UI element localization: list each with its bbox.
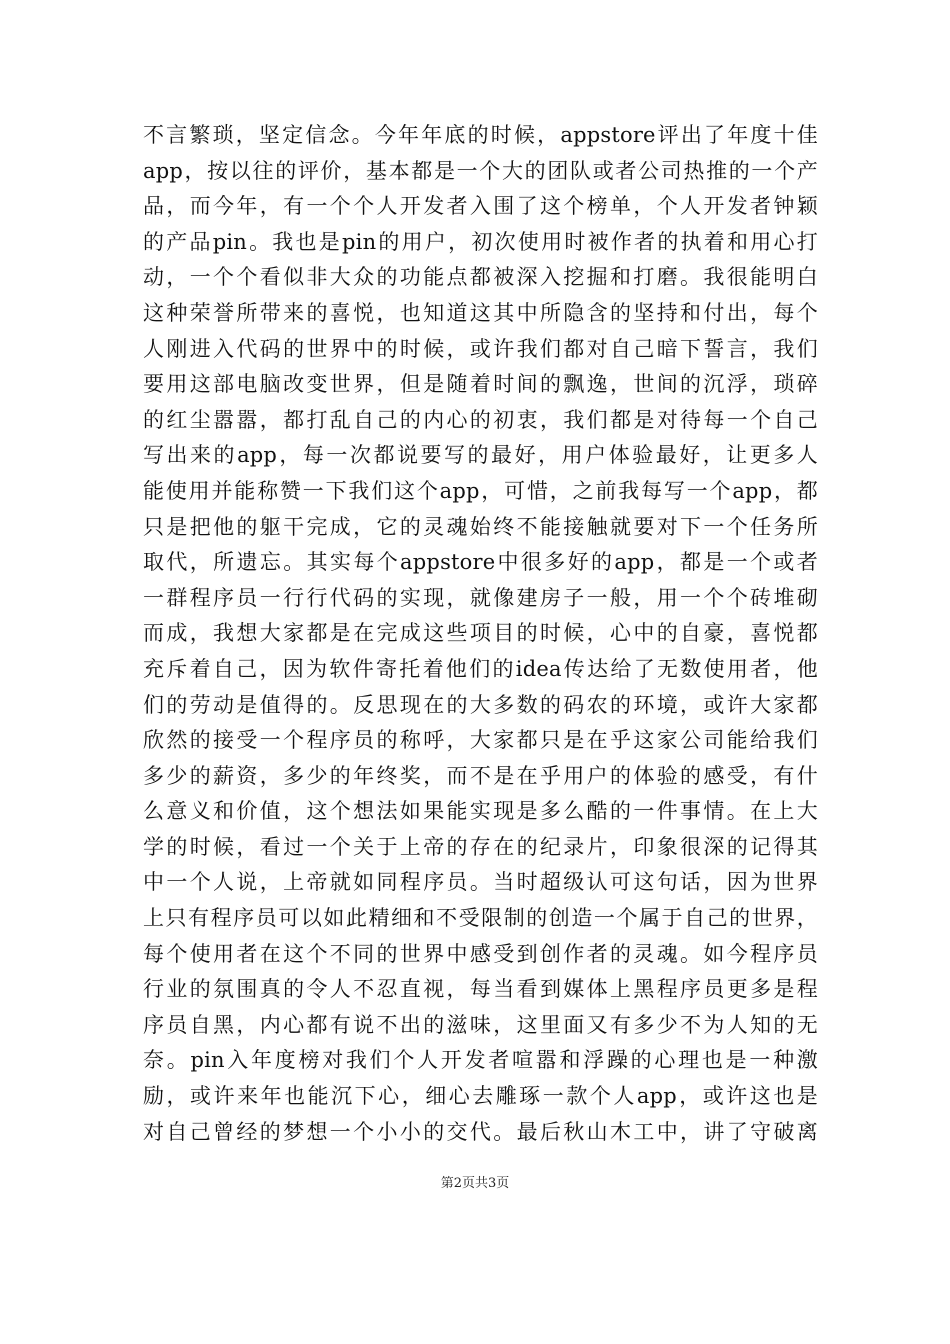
page-footer — [0, 1175, 950, 1193]
text-line: 动，一个个看似非大众的功能点都被深入挖掘和打磨。我很能明白 — [143, 265, 818, 290]
text-line: 充斥着自己，因为软件寄托着他们的idea传达给了无数使用者，他 — [143, 656, 818, 681]
text-line: app，按以往的评价，基本都是一个大的团队或者公司热推的一个产 — [143, 158, 818, 183]
text-line: 这种荣誉所带来的喜悦，也知道这其中所隐含的坚持和付出，每个 — [143, 300, 818, 325]
text-line: 人刚进入代码的世界中的时候，或许我们都对自己暗下誓言，我们 — [143, 336, 818, 361]
page-number-label: 第2页共3页 — [440, 1176, 510, 1191]
text-line: 励，或许来年也能沉下心，细心去雕琢一款个人app，或许这也是 — [143, 1084, 818, 1109]
text-line: 们的劳动是值得的。反思现在的大多数的码农的环境，或许大家都 — [143, 692, 818, 717]
text-line: 每个使用者在这个不同的世界中感受到创作者的灵魂。如今程序员 — [143, 941, 818, 966]
text-line: 只是把他的躯干完成，它的灵魂始终不能接触就要对下一个任务所 — [143, 514, 818, 539]
text-line: 不言繁琐，坚定信念。今年年底的时候，appstore评出了年度十佳 — [143, 123, 818, 147]
text-line: 序员自黑，内心都有说不出的滋味，这里面又有多少不为人知的无 — [143, 1012, 818, 1037]
text-line: 能使用并能称赞一下我们这个app，可惜，之前我每写一个app，都 — [143, 478, 818, 503]
text-line: 的红尘嚣嚣，都打乱自己的内心的初衷，我们都是对待每一个自己 — [143, 407, 818, 432]
text-line: 行业的氛围真的令人不忍直视，每当看到媒体上黑程序员更多是程 — [143, 977, 818, 1002]
text-line: 多少的薪资，多少的年终奖，而不是在乎用户的体验的感受，有什 — [143, 763, 818, 788]
text-line: 奈。pin入年度榜对我们个人开发者喧嚣和浮躁的心理也是一种激 — [143, 1048, 818, 1073]
text-line: 学的时候，看过一个关于上帝的存在的纪录片，印象很深的记得其 — [143, 834, 818, 859]
text-line: 欣然的接受一个程序员的称呼，大家都只是在乎这家公司能给我们 — [143, 728, 818, 753]
text-line: 取代，所遗忘。其实每个appstore中很多好的app，都是一个或者 — [143, 550, 818, 575]
text-line: 的产品pin。我也是pin的用户，初次使用时被作者的执着和用心打 — [143, 229, 818, 254]
text-line: 么意义和价值，这个想法如果能实现是多么酷的一件事情。在上大 — [143, 799, 818, 824]
text-line: 对自己曾经的梦想一个小小的交代。最后秋山木工中，讲了守破离 — [143, 1119, 818, 1144]
text-line: 要用这部电脑改变世界，但是随着时间的飘逸，世间的沉浮，琐碎 — [143, 372, 818, 397]
text-line: 而成，我想大家都是在完成这些项目的时候，心中的自豪，喜悦都 — [143, 621, 818, 646]
text-line: 品，而今年，有一个个人开发者入围了这个榜单，个人开发者钟颖 — [143, 194, 818, 219]
text-line: 上只有程序员可以如此精细和不受限制的创造一个属于自己的世界， — [143, 906, 818, 931]
body-paragraph — [143, 118, 818, 1150]
text-line: 写出来的app，每一次都说要写的最好，用户体验最好，让更多人 — [143, 443, 818, 468]
text-line: 中一个人说，上帝就如同程序员。当时超级认可这句话，因为世界 — [143, 870, 818, 895]
text-line: 一群程序员一行行代码的实现，就像建房子一般，用一个个砖堆砌 — [143, 585, 818, 610]
